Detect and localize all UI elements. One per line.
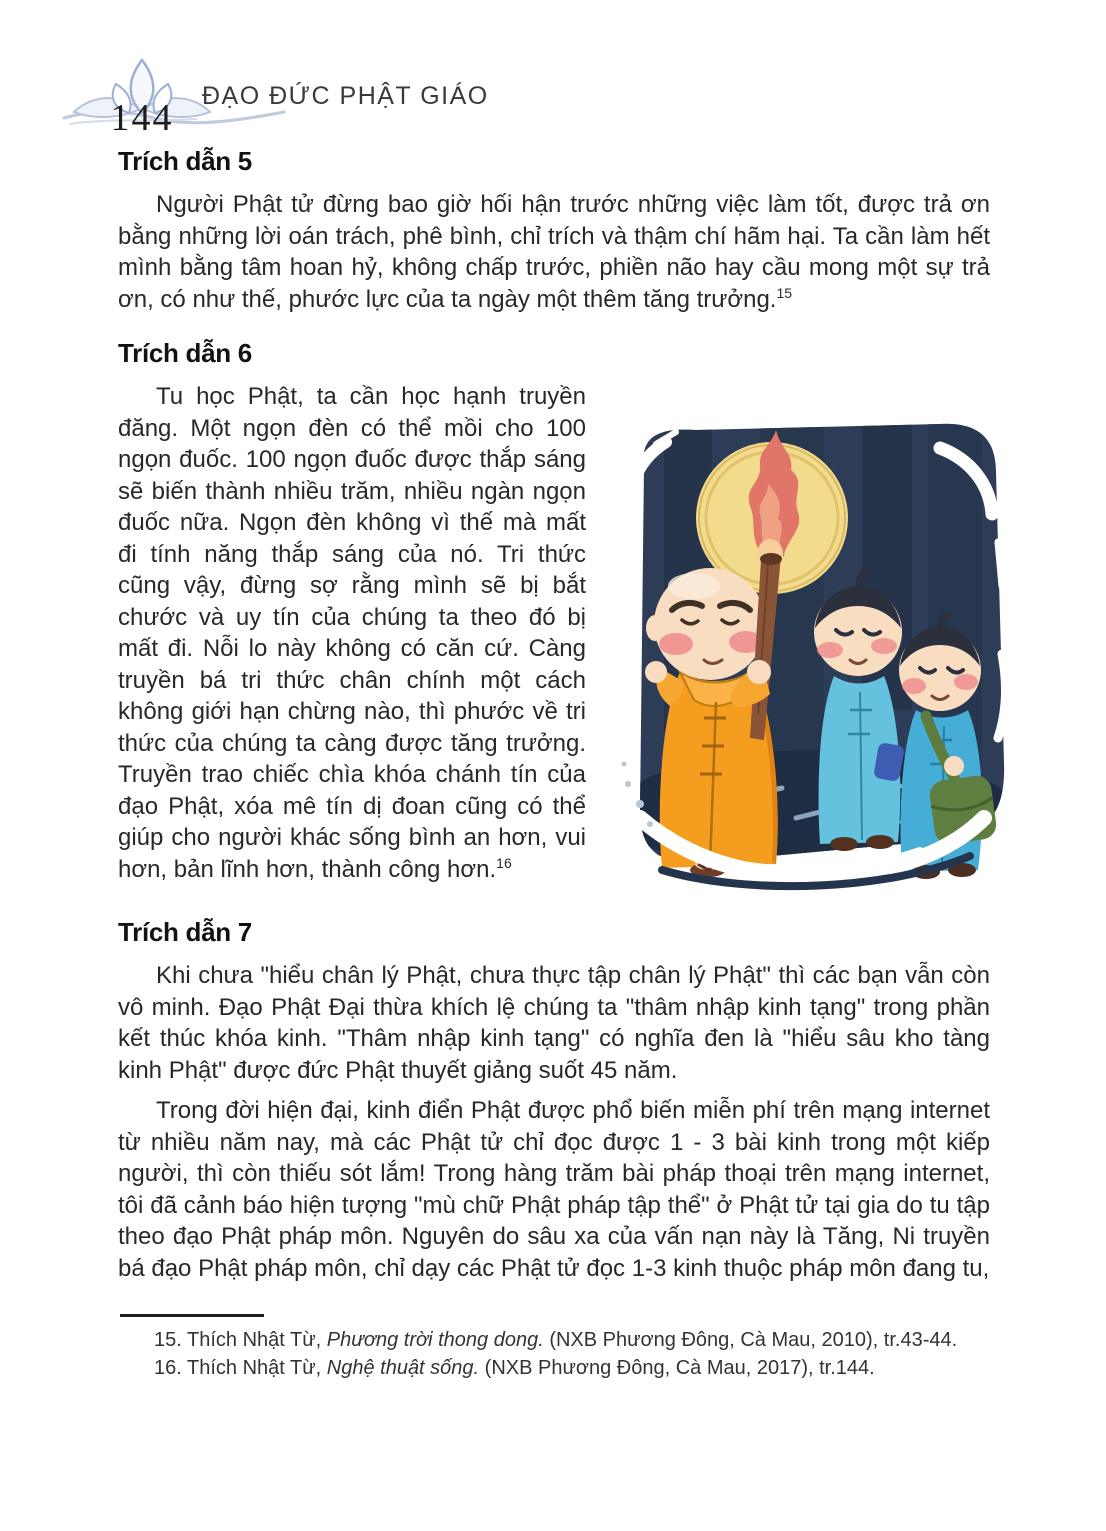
footnote-15-title: Phương trời thong dong. [326, 1329, 544, 1351]
footnote-16-number: 16. [154, 1356, 182, 1379]
footnote-16-title: Nghệ thuật sống. [326, 1356, 480, 1379]
section-quote-5 [118, 146, 990, 315]
quote-5-text: Người Phật tử đừng bao giờ hối hận trước những việc làm tốt, được trả ơn bằng những lời oán trách, phê bình, chỉ trích và thậm chí hãm hại. Ta cần làm hết mình bằng tâm hoan hỷ, không chấp trước, phiền não hay cầu mong một sự trả ơn, có như thế, phước lực của ta ngày một thêm tăng trưởng. [118, 191, 990, 313]
footnotes [118, 1314, 990, 1382]
section-quote-6 [118, 338, 990, 894]
page-content [118, 146, 990, 1382]
quote-6-text: Tu học Phật, ta cần học hạnh truyền đăng. Một ngọn đèn có thể mồi cho 100 ngọn đuốc. 100 ngọn đuốc được thắp sáng sẽ biến thành nhiều trăm, nhiều ngàn ngọn đuốc nữa. Ngọn đèn không vì thế mà mất đi tính năng thắp sáng của nó. Tri thức cũng vậy, đừng sợ rằng mình sẽ bị bắt chước và uy tín của chúng ta theo đó bị mất đi. Nỗi lo này không có căn cứ. Càng truyền bá tri thức chân chính một cách không giới hạn chừng nào, thì phước về tri thức của chúng ta càng được tăng trưởng. Truyền trao chiếc chìa khóa chánh tín của đạo Phật, xóa mê tín dị đoan cũng có thể giúp cho người khác sống bình an hơn, vui hơn, bản lĩnh hơn, thành công hơn. [118, 383, 586, 883]
quote-7-text-2: Trong đời hiện đại, kinh điển Phật được phổ biến miễn phí trên mạng internet từ nhiều năm nay, mà các Phật tử chỉ đọc được 1 - 3 bài kinh trong một kiếp người, thì còn thiếu sót lắm! Trong hàng trăm bài pháp thoại trên mạng internet, tôi đã cảnh báo hiện tượng "mù chữ Phật pháp tập thể" ở Phật tử tại gia do tu tập theo đạo Phật pháp môn. Nguyên do sâu xa của vấn nạn này là Tăng, Ni truyền bá đạo Phật pháp môn, chỉ dạy các Phật tử đọc 1-3 kinh thuộc pháp môn đang tu, [118, 1097, 990, 1282]
quote-6-heading: Trích dẫn 6 [118, 338, 252, 368]
quote-5-paragraph [118, 189, 990, 315]
footnote-16-publisher: (NXB Phương Đông, Cà Mau, 2017), tr.144. [484, 1356, 875, 1379]
quote-7-text-1: Khi chưa "hiểu chân lý Phật, chưa thực tập chân lý Phật" thì các bạn vẫn còn vô minh. Đạo Phật Đại thừa khích lệ chúng ta "thâm nhập kinh tạng" trong phần kết thúc khóa kinh. "Thâm nhập kinh tạng" có nghĩa đen là "hiểu sâu kho tàng kinh Phật" được đức Phật thuyết giảng suốt 45 năm. [118, 962, 990, 1084]
child-blue-robe [814, 571, 905, 851]
footnote-ref-16: 16 [496, 854, 512, 871]
footnote-15 [118, 1327, 990, 1355]
page-number: 144 [110, 97, 174, 139]
quote-7-heading: Trích dẫn 7 [118, 917, 252, 947]
monks-illustration [610, 414, 1014, 892]
footnote-15-publisher: (NXB Phương Đông, Cà Mau, 2010), tr.43-44. [549, 1329, 958, 1351]
illustration-image [610, 414, 1014, 892]
footnote-16-author: Thích Nhật Từ, [187, 1356, 322, 1379]
footnote-15-number: 15. [154, 1329, 182, 1351]
footnote-ref-15: 15 [776, 284, 793, 301]
section-quote-7 [118, 917, 990, 1284]
quote-7-paragraph-2 [118, 1095, 990, 1284]
footnote-15-author: Thích Nhật Từ, [187, 1329, 322, 1351]
book-title: ĐẠO ĐỨC PHẬT GIÁO [202, 82, 489, 110]
footnote-divider [120, 1314, 264, 1317]
footnote-16 [118, 1355, 990, 1383]
quote-5-heading: Trích dẫn 5 [118, 146, 252, 176]
quote-7-paragraph-1 [118, 960, 990, 1086]
quote-6-flow [118, 381, 990, 894]
